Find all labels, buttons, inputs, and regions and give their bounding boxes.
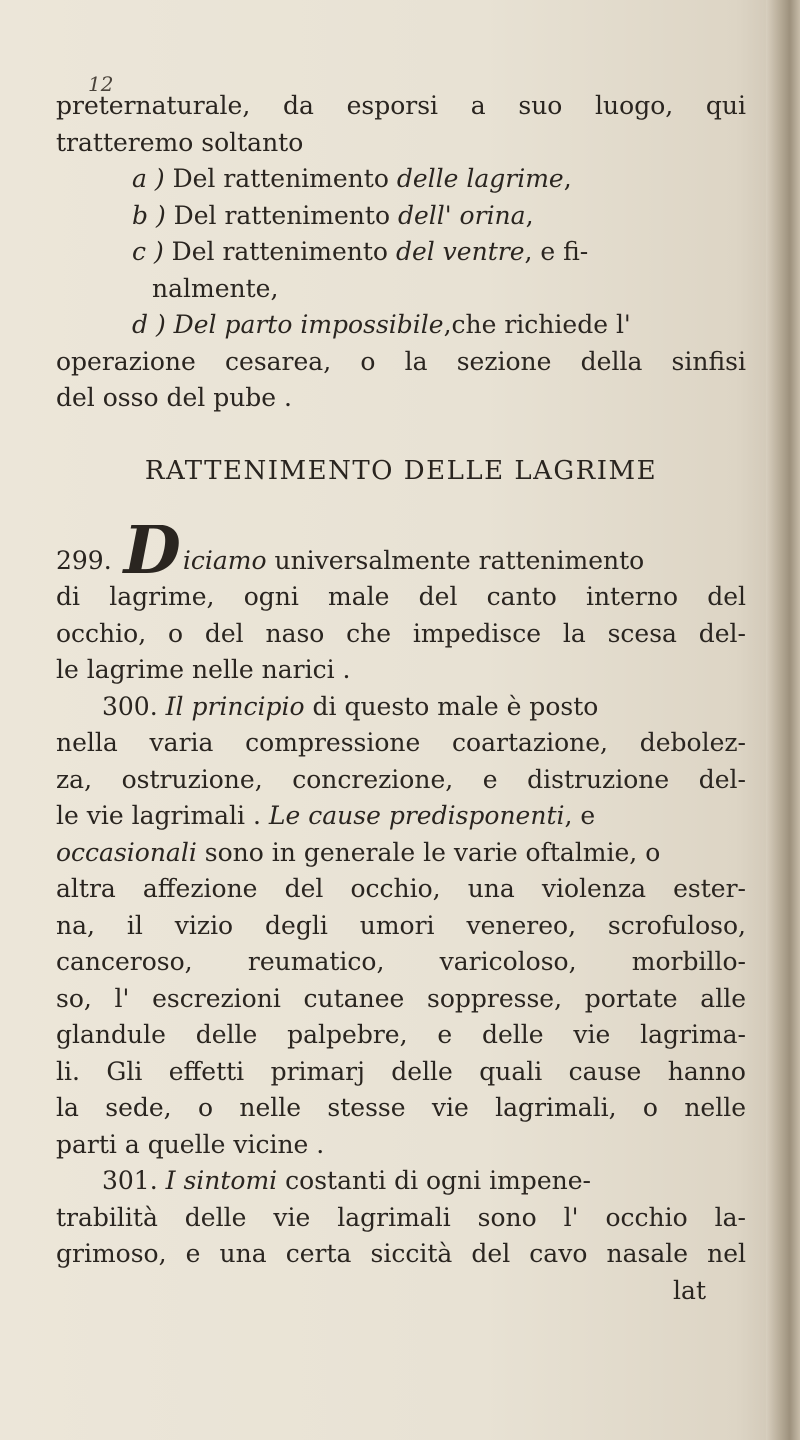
paragraph-300-line: altra affezione del occhio, una violenza ester- [56, 874, 746, 903]
list-marker: d ) [132, 310, 166, 339]
paragraph-300-line: parti a quelle vicine . [56, 1129, 325, 1159]
list-item-c-continued: nalmente, [152, 273, 279, 303]
paragraph-300-line: occasionali sono in generale le varie oftalmie, o [56, 837, 661, 867]
intro-line-1: preternaturale, da esporsi a suo luogo, qui [56, 91, 746, 120]
paragraph-300-line: la sede, o nelle stesse vie lagrimali, o nelle [56, 1093, 746, 1122]
page-text [56, 60, 746, 1309]
paragraph-300-line: le vie lagrimali . Le cause predisponenti, e [56, 801, 596, 830]
paragraph-300-first-line: 300. Il principio di questo male è posto [102, 691, 599, 721]
paragraph-301-line: grimoso, e una certa siccità del cavo nasale nel [56, 1239, 746, 1268]
intro-closing-2: del osso del pube . [56, 383, 292, 412]
list-marker: a ) [132, 164, 165, 193]
list-item-a: a ) Del rattenimento delle lagrime, [132, 164, 572, 193]
list-item-d: d ) Del parto impossibile,che richiede l' [132, 310, 631, 339]
paragraph-301-line: trabilità delle vie lagrimali sono l' occhio la- [56, 1202, 746, 1232]
section-heading: RATTENIMENTO DELLE LAGRIME [144, 455, 658, 486]
paragraph-300-line: so, l' escrezioni cutanee soppresse, portate alle [56, 983, 746, 1013]
catchword: lat [673, 1275, 706, 1305]
list-item-b: b ) Del rattenimento dell' orina, [132, 200, 534, 230]
paragraph-300-line: glandule delle palpebre, e delle vie lagrima- [56, 1020, 746, 1049]
paragraph-299-line: le lagrime nelle narici . [56, 655, 351, 684]
page-edge [766, 0, 800, 1440]
paragraph-number: 300. [102, 691, 158, 721]
paragraph-300-line: na, il vizio degli umori venereo, scrofuloso, [56, 910, 746, 940]
paragraph-301-first-line: 301. I sintomi costanti di ogni impene- [102, 1166, 591, 1195]
paragraph-number: 299. [56, 545, 112, 575]
intro-line-2: tratteremo soltanto [56, 127, 304, 157]
paragraph-299-line: occhio, o del naso che impedisce la scesa del- [56, 618, 746, 648]
paragraph-300-line: canceroso, reumatico, varicoloso, morbillo- [56, 947, 746, 976]
paragraph-number: 301. [102, 1166, 158, 1195]
intro-closing-1: operazione cesarea, o la sezione della sinfisi [56, 346, 746, 376]
list-marker: c ) [132, 237, 164, 266]
paragraph-300-line: li. Gli effetti primarj delle quali cause hanno [56, 1056, 746, 1086]
list-item-c: c ) Del rattenimento del ventre, e fi- [132, 237, 589, 266]
list-marker: b ) [132, 200, 166, 230]
drop-cap: D [123, 524, 181, 579]
paragraph-299-line: di lagrime, ogni male del canto interno del [56, 582, 746, 611]
paragraph-300-line: nella varia compressione coartazione, debolez- [56, 728, 746, 757]
paragraph-300-line: za, ostruzione, concrezione, e distruzione del- [56, 764, 746, 794]
paragraph-299-first-line: 299. Diciamo universalmente rattenimento [56, 525, 746, 580]
page-number: 12 [88, 72, 114, 96]
